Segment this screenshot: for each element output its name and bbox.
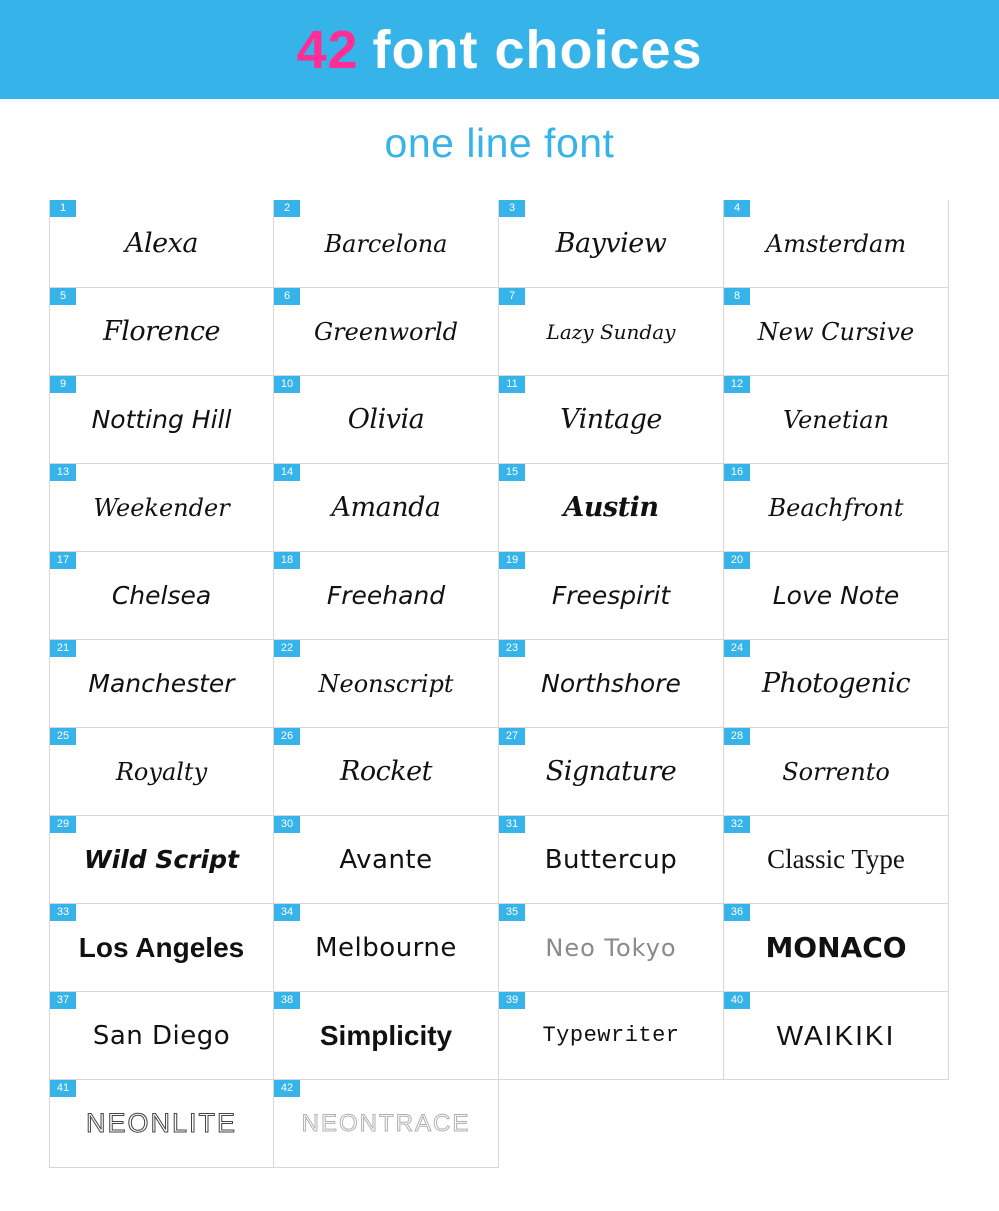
font-number-badge: 6 <box>274 288 300 305</box>
font-sample-label: Amanda <box>331 492 441 523</box>
font-number-badge: 30 <box>274 816 300 833</box>
font-cell[interactable] <box>49 288 274 376</box>
font-cell[interactable] <box>274 376 499 464</box>
font-cell[interactable] <box>499 816 724 904</box>
font-number-badge: 12 <box>724 376 750 393</box>
font-cell[interactable] <box>499 728 724 816</box>
subtitle: one line font <box>384 119 615 166</box>
font-number-badge: 16 <box>724 464 750 481</box>
font-number-badge: 4 <box>724 200 750 217</box>
font-number-badge: 13 <box>50 464 76 481</box>
font-sample-label: Austin <box>563 492 659 523</box>
subtitle-area <box>0 99 999 187</box>
font-cell[interactable] <box>49 464 274 552</box>
font-cell[interactable] <box>274 1080 499 1168</box>
font-cell[interactable] <box>724 728 949 816</box>
font-cell[interactable] <box>499 640 724 728</box>
font-sample-label: Northshore <box>541 669 681 698</box>
font-number-badge: 35 <box>499 904 525 921</box>
font-sample-label: Freespirit <box>551 581 671 610</box>
font-cell[interactable] <box>274 288 499 376</box>
font-number-badge: 32 <box>724 816 750 833</box>
font-cell[interactable] <box>724 464 949 552</box>
font-cell[interactable] <box>49 640 274 728</box>
font-sample-label: Olivia <box>347 404 425 435</box>
font-cell[interactable] <box>49 904 274 992</box>
font-cell[interactable] <box>724 288 949 376</box>
font-number-badge: 20 <box>724 552 750 569</box>
font-number-badge: 24 <box>724 640 750 657</box>
font-cell[interactable] <box>49 376 274 464</box>
page-title <box>296 19 703 80</box>
font-number-badge: 19 <box>499 552 525 569</box>
font-sample-label: Manchester <box>88 669 235 698</box>
font-cell[interactable] <box>499 288 724 376</box>
font-grid <box>49 200 949 1168</box>
font-sample-label: San Diego <box>92 1020 231 1051</box>
font-cell[interactable] <box>274 464 499 552</box>
font-number-badge: 23 <box>499 640 525 657</box>
font-cell[interactable] <box>499 552 724 640</box>
font-sample-label: Lazy Sunday <box>546 319 676 344</box>
font-number-badge: 11 <box>499 376 525 393</box>
font-number-badge: 21 <box>50 640 76 657</box>
font-number-badge: 9 <box>50 376 76 393</box>
font-sample-label: Florence <box>103 316 220 347</box>
font-number-badge: 42 <box>274 1080 300 1097</box>
font-cell[interactable] <box>499 376 724 464</box>
font-sample-label: Melbourne <box>315 932 457 963</box>
font-cell[interactable] <box>274 816 499 904</box>
font-number-badge: 38 <box>274 992 300 1009</box>
font-number-badge: 34 <box>274 904 300 921</box>
font-number-badge: 28 <box>724 728 750 745</box>
font-cell[interactable] <box>274 992 499 1080</box>
font-number-badge: 3 <box>499 200 525 217</box>
font-cell[interactable] <box>49 200 274 288</box>
font-cell[interactable] <box>274 200 499 288</box>
font-sample-label: Typewriter <box>542 1023 680 1048</box>
font-number-badge: 2 <box>274 200 300 217</box>
font-cell[interactable] <box>49 552 274 640</box>
font-sample-label: Simplicity <box>319 1019 453 1051</box>
font-cell[interactable] <box>49 728 274 816</box>
font-cell[interactable] <box>499 200 724 288</box>
font-cell[interactable] <box>274 552 499 640</box>
font-number-badge: 22 <box>274 640 300 657</box>
font-number-badge: 36 <box>724 904 750 921</box>
font-cell[interactable] <box>724 904 949 992</box>
font-sample-label: Wild Script <box>84 845 239 874</box>
font-sample-label: Rocket <box>340 756 432 787</box>
grid-empty-cell <box>724 1080 949 1168</box>
font-sample-label: Royalty <box>115 757 208 786</box>
font-cell[interactable] <box>499 992 724 1080</box>
font-cell[interactable] <box>724 552 949 640</box>
page-title-text: font choices <box>372 19 703 80</box>
font-number-badge: 1 <box>50 200 76 217</box>
font-number-badge: 27 <box>499 728 525 745</box>
font-number-badge: 40 <box>724 992 750 1009</box>
font-sample-label: Buttercup <box>544 844 678 875</box>
font-sample-label: Beachfront <box>768 493 904 522</box>
font-sample-label: Notting Hill <box>91 405 232 434</box>
grid-empty-cell <box>499 1080 724 1168</box>
font-number-badge: 7 <box>499 288 525 305</box>
font-number-badge: 10 <box>274 376 300 393</box>
font-count: 42 <box>296 19 359 80</box>
font-number-badge: 14 <box>274 464 300 481</box>
font-number-badge: 8 <box>724 288 750 305</box>
font-sample-label: Love Note <box>772 581 900 610</box>
font-number-badge: 15 <box>499 464 525 481</box>
font-cell[interactable] <box>724 816 949 904</box>
font-sample-label: Photogenic <box>761 668 911 699</box>
font-sample-label: Barcelona <box>324 229 448 258</box>
font-sample-label: New Cursive <box>757 317 915 346</box>
font-cell[interactable] <box>724 200 949 288</box>
font-sample-label: Greenworld <box>313 317 458 346</box>
font-cell[interactable] <box>724 376 949 464</box>
font-sample-label: Neonscript <box>318 669 454 698</box>
font-sample-label: Vintage <box>560 404 662 435</box>
font-number-badge: 41 <box>50 1080 76 1097</box>
font-cell[interactable] <box>499 464 724 552</box>
font-sample-label: Amsterdam <box>765 229 907 258</box>
font-cell[interactable] <box>274 904 499 992</box>
font-sample-label: NEONTRACE <box>301 1109 471 1137</box>
font-cell[interactable] <box>724 992 949 1080</box>
font-sample-label: Classic Type <box>767 844 905 874</box>
font-sample-label: WAIKIKI <box>776 1019 896 1051</box>
font-sample-label: Bayview <box>555 228 667 259</box>
font-cell[interactable] <box>49 816 274 904</box>
font-sample-label: NEONLITE <box>85 1108 238 1138</box>
font-cell[interactable] <box>49 1080 274 1168</box>
font-number-badge: 29 <box>50 816 76 833</box>
font-number-badge: 5 <box>50 288 76 305</box>
font-number-badge: 39 <box>499 992 525 1009</box>
header-banner <box>0 0 999 99</box>
font-cell[interactable] <box>274 640 499 728</box>
font-number-badge: 37 <box>50 992 76 1009</box>
font-sample-label: Neo Tokyo <box>545 933 677 962</box>
font-number-badge: 25 <box>50 728 76 745</box>
font-sample-label: Sorrento <box>782 757 890 786</box>
font-number-badge: 33 <box>50 904 76 921</box>
font-sample-label: Chelsea <box>111 581 212 610</box>
font-number-badge: 31 <box>499 816 525 833</box>
font-sample-label: MONACO <box>765 931 907 964</box>
font-sample-label: Freehand <box>326 581 446 610</box>
font-cell[interactable] <box>274 728 499 816</box>
font-sample-label: Alexa <box>125 228 198 259</box>
font-cell[interactable] <box>499 904 724 992</box>
font-number-badge: 26 <box>274 728 300 745</box>
font-number-badge: 17 <box>50 552 76 569</box>
font-sample-label: Weekender <box>93 493 230 522</box>
font-cell[interactable] <box>724 640 949 728</box>
font-sample-label: Venetian <box>782 405 890 434</box>
font-number-badge: 18 <box>274 552 300 569</box>
font-sample-label: Signature <box>545 756 677 787</box>
font-cell[interactable] <box>49 992 274 1080</box>
font-sample-label: Avante <box>339 844 433 875</box>
font-sample-label: Los Angeles <box>78 931 245 963</box>
